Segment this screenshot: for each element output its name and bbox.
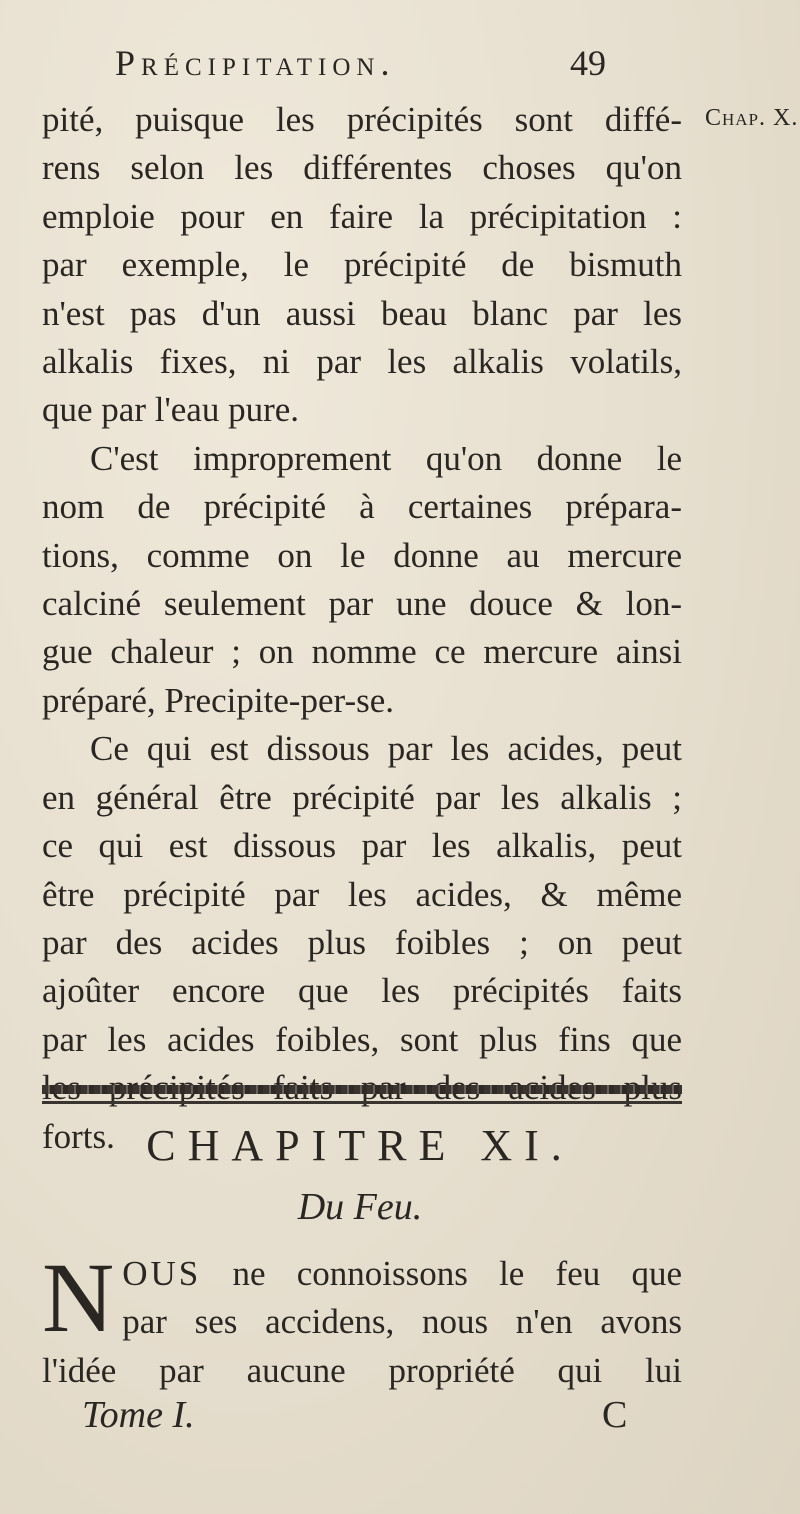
running-head-title: Précipitation. (115, 43, 396, 83)
text-line: par les acides foibles, sont plus fins que (42, 1019, 682, 1059)
text-line: que par l'eau pure. (42, 390, 300, 430)
text-line: calciné seulement par une douce & lon- (42, 584, 682, 624)
text-line: C'est improprement qu'on donne le (90, 438, 682, 478)
text-line: n'est pas d'un aussi beau blanc par les (42, 293, 682, 333)
text-line: tions, comme on le donne au mercure (42, 535, 682, 575)
page-number: 49 (570, 43, 606, 83)
text-line: être précipité par les acides, & même (42, 874, 682, 914)
chapter-line-1 (42, 1250, 682, 1298)
drop-cap: N (42, 1242, 115, 1353)
text-line: ce qui est dissous par les alkalis, peut (42, 826, 682, 866)
signature-mark: C (602, 1394, 628, 1436)
text-line: par des acides plus foibles ; on peut (42, 922, 682, 962)
text-line: ajoûter encore que les précipités faits (42, 971, 682, 1011)
text-line: rens selon les différentes choses qu'on (42, 148, 682, 188)
first-line-rest: ne connoissons le feu que (201, 1254, 682, 1293)
body-text (42, 96, 682, 1161)
text-line: nom de précipité à certaines prépara- (42, 487, 682, 527)
text-line: en général être précipité par les alkalis ; (42, 777, 682, 817)
ornamental-rule (42, 1085, 682, 1094)
first-word: OUS (122, 1254, 202, 1293)
chapter-divider (42, 1085, 682, 1111)
text-line: gue chaleur ; on nomme ce mercure ainsi (42, 632, 682, 672)
text-line: alkalis fixes, ni par les alkalis volatils, (42, 342, 682, 382)
text-line: pité, puisque les précipités sont diffé- (42, 100, 682, 139)
chapter-line-2: par ses accidens, nous n'en avons (122, 1302, 682, 1342)
chapter-line-3: l'idée par aucune propriété qui lui (42, 1350, 682, 1390)
chapter-subtitle: Du Feu. (297, 1186, 423, 1228)
thin-rule (42, 1101, 682, 1104)
text-line: emploie pour en faire la précipitation : (42, 196, 682, 236)
text-line: préparé, Precipite-per-se. (42, 680, 395, 720)
chapter-title: CHAPITRE XI. (146, 1121, 574, 1170)
chapter-text (42, 1242, 682, 1395)
text-line: Ce qui est dissous par les acides, peut (90, 729, 682, 769)
margin-note: Chap. X. (705, 105, 799, 131)
text-line: par exemple, le précipité de bismuth (42, 245, 682, 285)
text-line: forts. (42, 1116, 115, 1156)
volume-label: Tome I. (82, 1394, 195, 1436)
